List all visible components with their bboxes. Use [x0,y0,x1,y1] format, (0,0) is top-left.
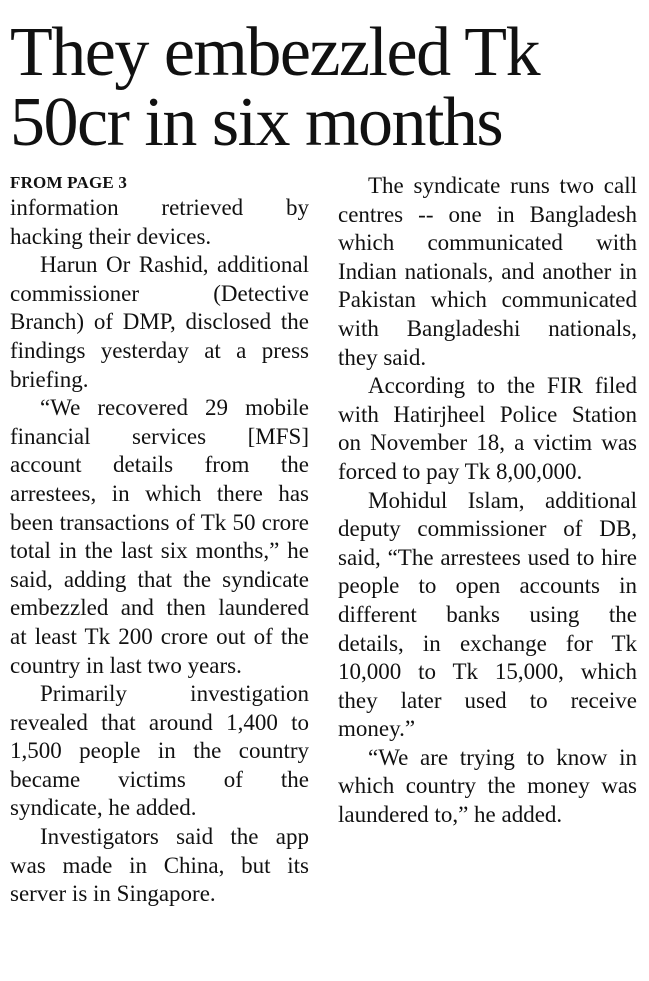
paragraph: Investigators said the app was made in China, but its server is in Singapore. [10,824,309,907]
headline-line-1: They embezzled Tk [10,14,540,91]
paragraph: The syndicate runs two call centres -- one in Bangladesh which communicated with Indian nationals, and another in Pakistan which communicated with Bangladeshi nationals, they said. [338,173,637,370]
paragraph: According to the FIR filed with Hatirjheel Police Station on November 18, a victim was forced to pay Tk 8,00,000. [338,373,637,484]
article-column-left [10,172,309,909]
paragraph: Harun Or Rashid, additional commissioner (Detective Branch) of DMP, disclosed the findings yesterday at a press briefing. [10,252,309,392]
article-column-right [338,172,637,830]
headline [10,14,640,161]
continuation-kicker: FROM PAGE 3 [10,173,128,192]
paragraph: “We are trying to know in which country the money was laundered to,” he added. [338,744,637,828]
paragraph: “We recovered 29 mobile financial services [MFS] account details from the arrestees, in which there has been transactions of Tk 50 crore total in the last six months,” he said, adding that the syndicate embezzled and then laundered at least Tk 200 crore out of the country in last two years. [10,395,309,678]
paragraph: Primarily investigation revealed that around 1,400 to 1,500 people in the country became victims of the syndicate, he added. [10,681,309,821]
paragraph: information retrieved by hacking their devices. [10,195,309,249]
paragraph: Mohidul Islam, additional deputy commissioner of DB, said, “The arrestees used to hire people to open accounts in different banks using the details, in exchange for Tk 10,000 to Tk 15,000, which they later used to receive money.” [338,487,637,742]
headline-line-2: 50cr in six months [10,84,503,161]
